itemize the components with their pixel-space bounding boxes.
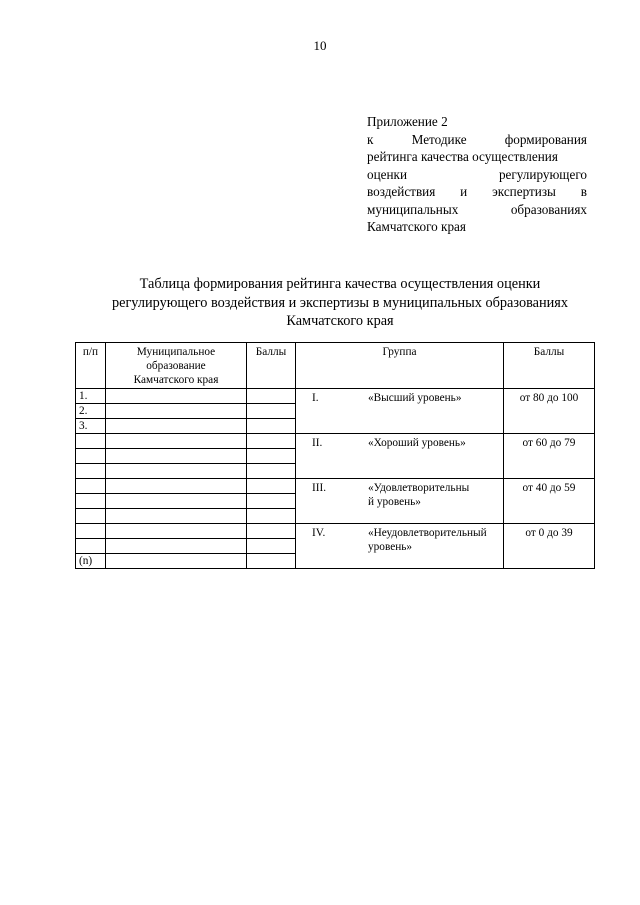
table-row (76, 434, 595, 449)
row-number (76, 524, 106, 539)
municipality-cell (106, 434, 247, 449)
points-cell (247, 464, 296, 479)
group-points-2: от 60 до 79 (504, 434, 595, 479)
municipality-cell (106, 479, 247, 494)
table-heading (60, 275, 620, 331)
points-cell (247, 479, 296, 494)
group-name: «Удовлетворительны й уровень» (368, 482, 470, 508)
header-num: п/п (76, 343, 106, 389)
table-header-row (76, 343, 595, 389)
row-number: 3. (76, 419, 106, 434)
rating-table (75, 342, 595, 569)
appendix-line-5: воздействия и экспертизы в (367, 184, 587, 199)
municipality-cell (106, 509, 247, 524)
heading-line-3: Камчатского края (286, 313, 394, 329)
group-points-4: от 0 до 39 (504, 524, 595, 569)
row-number (76, 494, 106, 509)
header-points: Баллы (247, 343, 296, 389)
group-name: «Хороший уровень» (368, 437, 466, 449)
municipality-cell (106, 404, 247, 419)
row-number: (n) (76, 554, 106, 569)
group-name: «Неудовлетворительный уровень» (368, 527, 487, 553)
heading-line-2: регулирующего воздействия и экспертизы в муниципальных образованиях (111, 294, 569, 311)
appendix-line-2: к Методике формирования (367, 131, 587, 147)
appendix-title: Приложение 2 (367, 114, 448, 129)
row-number (76, 449, 106, 464)
row-number (76, 539, 106, 554)
points-cell (247, 539, 296, 554)
points-cell (247, 404, 296, 419)
row-number (76, 479, 106, 494)
page-number: 10 (313, 38, 327, 53)
points-cell (247, 434, 296, 449)
header-group-points: Баллы (504, 343, 595, 389)
group-cell-2 (296, 434, 504, 479)
row-number: 2. (76, 404, 106, 419)
group-number: IV. (312, 527, 326, 539)
municipality-cell (106, 464, 247, 479)
header-group: Группа (296, 343, 504, 389)
municipality-cell (106, 524, 247, 539)
group-points-1: от 80 до 100 (504, 389, 595, 434)
group-number: III. (312, 482, 327, 494)
group-cell-1 (296, 389, 504, 434)
row-number (76, 509, 106, 524)
points-cell (247, 524, 296, 539)
table-row (76, 389, 595, 404)
municipality-cell (106, 554, 247, 569)
municipality-cell (106, 419, 247, 434)
points-cell (247, 509, 296, 524)
group-name: «Высший уровень» (368, 392, 462, 404)
points-cell (247, 389, 296, 404)
table-row (76, 479, 595, 494)
group-points-3: от 40 до 59 (504, 479, 595, 524)
municipality-cell (106, 494, 247, 509)
appendix-line-7: Камчатского края (367, 219, 466, 234)
row-number (76, 464, 106, 479)
table-row (76, 524, 595, 539)
municipality-cell (106, 539, 247, 554)
municipality-cell (106, 449, 247, 464)
appendix-line-6: муниципальных образованиях (367, 201, 587, 217)
appendix-block (367, 113, 587, 236)
points-cell (247, 449, 296, 464)
header-municipality: Муниципальное образование Камчатского края (106, 343, 247, 389)
row-number (76, 434, 106, 449)
appendix-line-3: рейтинга качества осуществления (367, 149, 558, 164)
heading-line-1: Таблица формирования рейтинга качества осуществления оценки (139, 276, 541, 292)
points-cell (247, 419, 296, 434)
row-number: 1. (76, 389, 106, 404)
group-cell-3 (296, 479, 504, 524)
group-number: I. (312, 392, 319, 404)
group-number: II. (312, 437, 323, 449)
group-cell-4 (296, 524, 504, 569)
points-cell (247, 554, 296, 569)
appendix-line-4: оценки регулирующего (367, 166, 587, 182)
municipality-cell (106, 389, 247, 404)
points-cell (247, 494, 296, 509)
